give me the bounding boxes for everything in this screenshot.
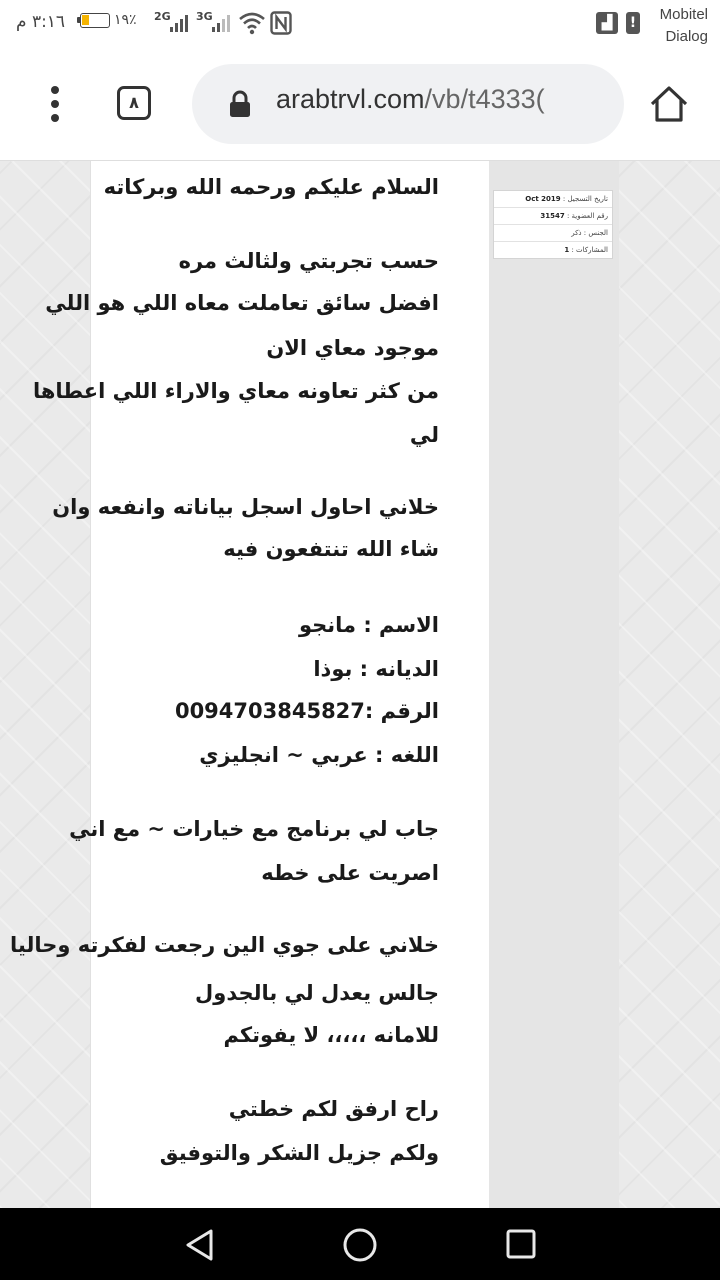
- gender-value: ذكر: [571, 229, 582, 237]
- battery-percent: ١٩٪: [114, 12, 137, 28]
- signal-icon: [170, 14, 188, 32]
- post-line: افضل سائق تعاملت معاه اللي هو اللي: [45, 291, 439, 315]
- url-host: arabtrvl.com: [276, 84, 425, 114]
- posts-label: المشاركات :: [571, 246, 608, 254]
- post-line: اصريت على خطه: [261, 861, 439, 885]
- join-date-value: Oct 2019: [525, 195, 561, 203]
- alert-notification-icon: !: [626, 12, 640, 34]
- home-nav-icon[interactable]: [342, 1227, 378, 1263]
- status-time: ٣:١٦ م: [16, 12, 66, 32]
- recents-icon[interactable]: [506, 1229, 536, 1259]
- post-line: الرقم :0094703845827: [174, 699, 439, 723]
- join-date-row: [494, 191, 612, 208]
- post-line: راح ارفق لكم خطتي: [228, 1097, 439, 1121]
- post-line: اللغه : عربي ~ انجليزي: [199, 743, 439, 767]
- member-id-value: 31547: [540, 212, 565, 220]
- url-path: /vb/t4333(: [424, 84, 545, 114]
- post-body: [10, 161, 490, 1208]
- post-line: من كثر تعاونه معاي والاراء اللي اعطاها: [32, 379, 439, 403]
- post-line: موجود معاي الان: [266, 336, 439, 360]
- wifi-icon: [238, 11, 266, 35]
- home-icon[interactable]: [648, 84, 690, 124]
- nfc-icon: [270, 11, 292, 35]
- post-line: ولكم جزيل الشكر والتوفيق: [159, 1141, 439, 1165]
- carrier-line: Mobitel: [659, 6, 708, 23]
- image-notification-icon: ▟: [596, 12, 618, 34]
- user-info-panel: [489, 161, 619, 1208]
- post-line: جالس يعدل لي بالجدول: [195, 981, 439, 1005]
- status-bar: [0, 0, 720, 50]
- post-line: خلاني على جوي الين رجعت لفكرته وحاليا: [10, 933, 439, 957]
- carrier-name: [660, 4, 708, 48]
- post-line: جاب لي برنامج مع خيارات ~ مع اني: [69, 817, 439, 841]
- posts-value: 1: [564, 246, 570, 254]
- post-line: السلام عليكم ورحمه الله وبركاته: [103, 175, 439, 199]
- system-nav-bar: [0, 1208, 720, 1280]
- member-id-label: رقم العضوية :: [566, 212, 608, 220]
- user-info-box: [493, 190, 613, 259]
- url-text[interactable]: [276, 84, 545, 115]
- gender-label: الجنس :: [583, 229, 608, 237]
- post-line: خلاني احاول اسجل بياناته وانفعه وان: [52, 495, 439, 519]
- battery-icon: [80, 13, 110, 28]
- web-page: [0, 161, 720, 1208]
- notification-icons: [596, 12, 640, 34]
- browser-toolbar: [0, 50, 720, 161]
- post-line: الديانه : بوذا: [313, 657, 439, 681]
- battery-indicator: [80, 12, 137, 28]
- tab-switcher-button[interactable]: ٨: [117, 86, 151, 120]
- post-line: للامانه ،،،،، لا يفوتكم: [223, 1023, 439, 1047]
- network-type-label: 2G: [154, 10, 171, 23]
- post-line: حسب تجربتي ولثالث مره: [178, 249, 439, 273]
- post-line: شاء الله تنتفعون فيه: [223, 537, 439, 561]
- network-type-label: 3G: [196, 10, 213, 23]
- post-line: الاسم : مانجو: [298, 613, 439, 637]
- back-icon[interactable]: [184, 1228, 216, 1262]
- posts-row: [494, 242, 612, 258]
- gender-row: [494, 225, 612, 242]
- signal-icon: [212, 14, 230, 32]
- post-line: لي: [409, 423, 439, 447]
- lock-icon: [228, 89, 252, 119]
- carrier-line: Dialog: [665, 28, 708, 45]
- menu-icon[interactable]: [48, 86, 62, 126]
- join-date-label: تاريخ التسجيل :: [562, 195, 608, 203]
- address-bar[interactable]: [192, 64, 624, 144]
- member-id-row: [494, 208, 612, 225]
